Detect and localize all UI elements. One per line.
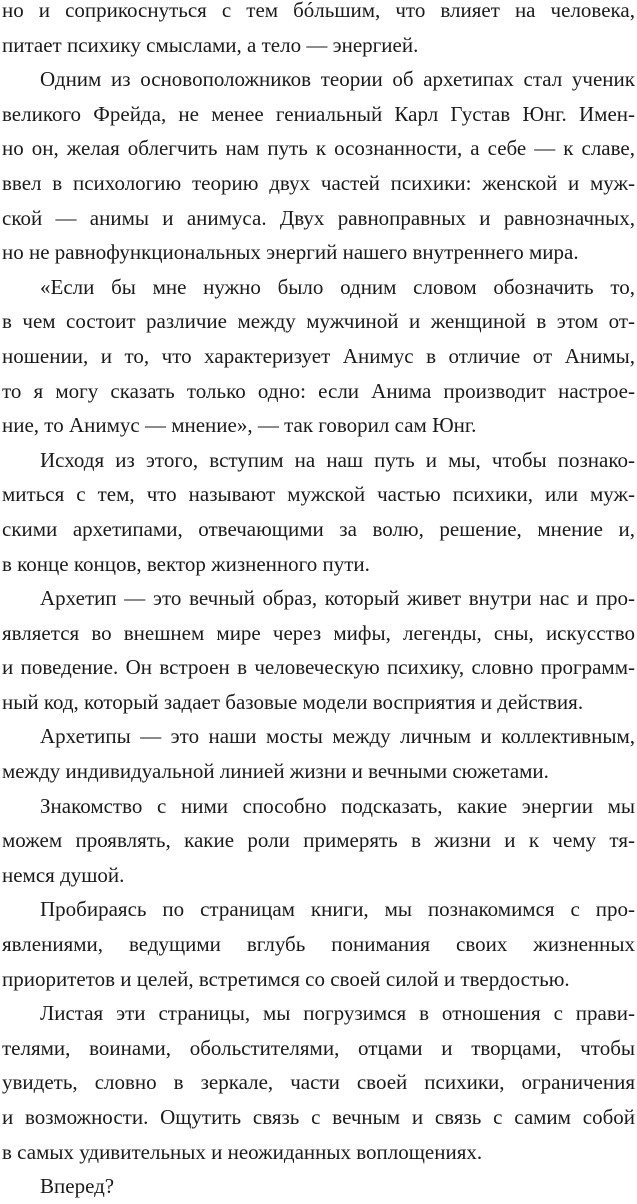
text-line: ный код, который задает базовые модели восприятия и действия. [2,689,584,714]
text-line: ношении, и то, что характеризует Анимус в отличие от Анимы, [2,343,635,368]
text-line: между индивидуальной линией жизни и вечными сюжетами. [2,759,549,784]
paragraph [2,62,635,270]
text-line: ской — анимы и анимуса. Двух равноправных и равнозначных, [2,205,635,230]
paragraph [2,789,635,893]
text-line: великого Фрейда, не менее гениальный Карл Густав Юнг. Имен- [2,101,635,126]
text-line: но он, желая облегчить нам путь к осознанности, а себе — к славе, [2,136,635,161]
paragraph [2,892,635,996]
text-line: питает психику смыслами, а тело — энергией. [2,32,419,57]
text-line: Вперед? [40,1174,115,1199]
text-line: то я могу сказать только одно: если Анима производит настрое- [2,378,635,403]
text-line: Пробираясь по страницам книги, мы познакомимся с про- [40,897,635,922]
text-line: увидеть, словно в зеркале, части своей психики, ограничения [2,1070,635,1095]
text-line: Архетипы — это наши мосты между личным и коллективным, [40,724,635,749]
paragraph [2,270,635,443]
text-line: и возможности. Ощутить связь с вечным и связь с самим собой [2,1105,635,1129]
text-line: ние, то Анимус — мнение», — так говорил сам Юнг. [2,413,477,438]
paragraph [2,1169,635,1204]
text-line: Знакомство с ними способно подсказать, какие энергии мы [40,793,635,818]
paragraph [2,996,635,1169]
paragraph [2,719,635,788]
text-line: миться с тем, что называют мужской частью психики, или муж- [2,482,635,507]
text-line: приоритетов и целей, встретимся со своей силой и твердостью. [2,966,570,991]
text-line: Одним из основоположников теории об архетипах стал ученик [40,67,635,92]
text-line: немся душой. [2,862,125,887]
text-line: Исходя из этого, вступим на наш путь и мы, чтобы познако- [40,447,635,472]
paragraph [2,581,635,719]
paragraph [2,443,635,581]
text-line: и поведение. Он встроен в человеческую психику, словно программ- [2,655,635,680]
text-line: но и соприкоснуться с тем бóльшим, что влияет на человека, [2,0,635,22]
text-line: но не равнофункциональных энергий нашего внутреннего мира. [2,240,579,265]
text-line: в конце концов, вектор жизненного пути. [2,551,370,576]
text-line: ввел в психологию теорию двух частей психики: женской и муж- [2,170,635,195]
text-line: «Если бы мне нужно было одним словом обозначить то, [40,274,635,299]
text-line: в чем состоит различие между мужчиной и женщиной в этом от- [2,309,635,334]
text-line: телями, воинами, обольстителями, отцами и творцами, чтобы [2,1035,635,1060]
text-line: можем проявлять, какие роли примерять в жизни и к чему тя- [2,828,635,853]
text-line: скими архетипами, отвечающими за волю, решение, мнение и, [2,516,635,541]
paragraph [2,0,635,62]
text-line: Листая эти страницы, мы погрузимся в отношения с прави- [40,1001,635,1026]
text-line: явлениями, ведущими вглубь понимания своих жизненных [2,932,635,957]
text-line: в самых удивительных и неожиданных воплощениях. [2,1139,483,1164]
text-line: Архетип — это вечный образ, который живет внутри нас и про- [40,586,635,611]
text-line: является во внешнем мире через мифы, легенды, сны, искусство [2,620,635,645]
